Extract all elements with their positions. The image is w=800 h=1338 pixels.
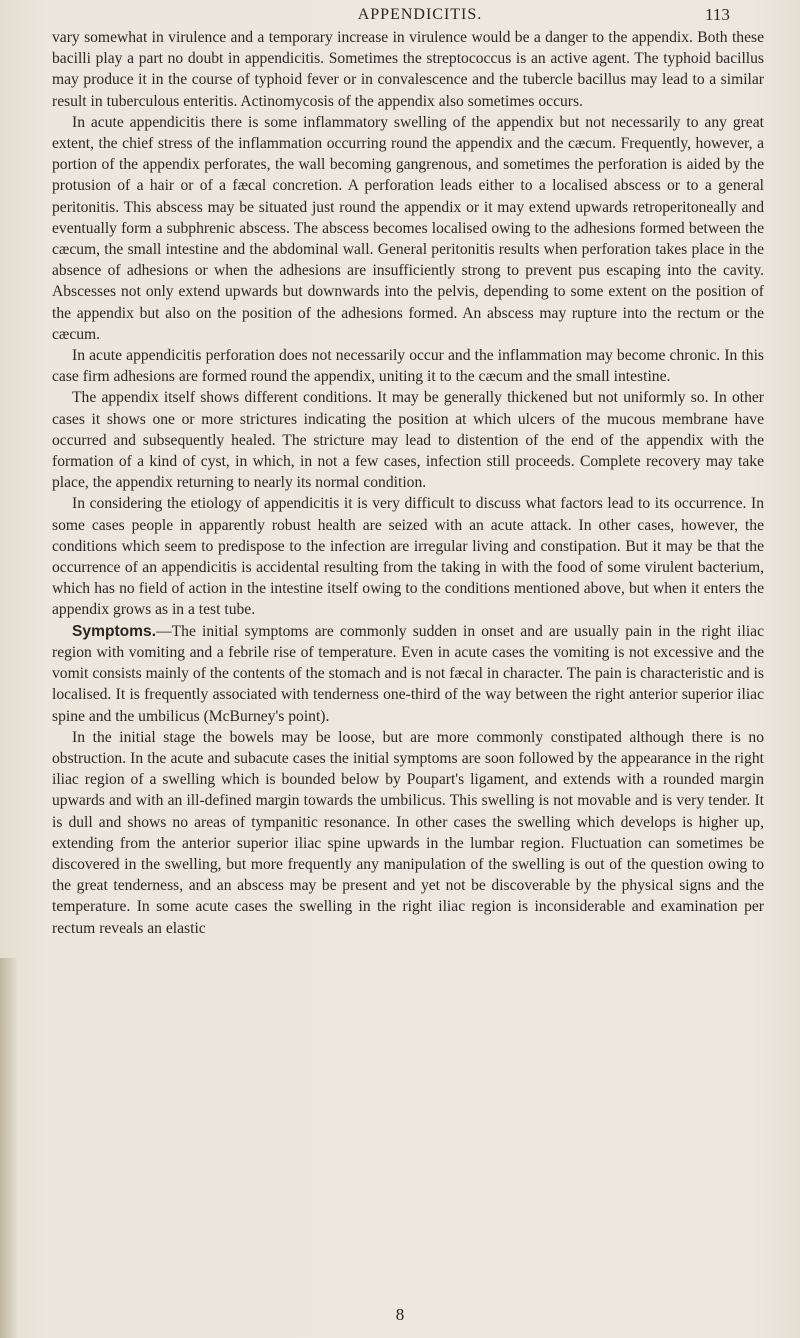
paragraph: The appendix itself shows different conditions. It may be generally thickened but not uniformly so. In other cases it shows one or more strictures indicating the position at which ulcers of the mucous membrane have occurred and subsequently healed. The stricture may lead to distention of the end of the appendix with the formation of a kind of cyst, in which, in not a few cases, infection still proceeds. Complete recovery may take place, the appendix returning to nearly its normal condition. (52, 389, 764, 492)
paragraph: In acute appendicitis perforation does not necessarily occur and the inflammation may become chronic. In this case firm adhesions are formed round the appendix, uniting it to the cæcum and the small intestine. (52, 347, 764, 386)
body-text (52, 27, 764, 939)
edge-stain (0, 958, 18, 1338)
paragraph-text: —The initial symptoms are commonly sudden in onset and are usually pain in the right iliac region with vomiting and a febrile rise of temperature. Even in acute cases the vomiting is not excessive and the vomit consists mainly of the contents of the stomach and is not fæcal in character. The pain is characteristic and is localised. It is frequently associated with tenderness one-third of the way between the right anterior superior iliac spine and the umbilicus (McBurney's point). (52, 622, 764, 725)
running-head-title: APPENDICITIS. (357, 6, 483, 23)
paragraph: In acute appendicitis there is some inflammatory swelling of the appendix but not necessarily to any great extent, the chief stress of the inflammation occurring round the appendix and the cæcum. Frequently, however, a portion of the appendix perforates, the wall becoming gangrenous, and sometimes the perforation is aided by the protusion of a hair or of a fæcal concretion. A perforation leads either to a localised abscess or to a general peritonitis. This abscess may be situated just round the appendix or it may extend upwards retroperitoneally and eventually form a subphrenic abscess. The abscess becomes localised owing to the adhesions formed between the cæcum, the small intestine and the abdominal wall. General peritonitis results when perforation takes place in the absence of adhesions or when the adhesions are insufficiently strong to prevent pus escaping into the cavity. Abscesses not only extend upwards but downwards into the pelvis, depending to some extent on the position of the appendix but also on the position of the adhesions formed. An abscess may rupture into the rectum or the cæcum. (52, 113, 764, 343)
page-number: 113 (705, 5, 730, 24)
paragraph-symptoms (52, 621, 764, 727)
paragraph: In the initial stage the bowels may be loose, but are more commonly constipated although there is no obstruction. In the acute and subacute cases the initial symptoms are soon followed by the appearance in the right iliac region of a swelling which is bounded below by Poupart's ligament, and extends with a rounded margin upwards and with an ill-defined margin towards the umbilicus. This swelling is not movable and is very tender. It is dull and shows no areas of tympanitic resonance. In other cases the swelling which develops is higher up, extending from the anterior superior iliac spine upwards in the lumbar region. Fluctuation can sometimes be discovered in the swelling, but more frequently any manipulation of the swelling is out of the question owing to the great tenderness, and an abscess may be present and yet not be discoverable by the physical signs and the temperature. In some acute cases the swelling in the right iliac region is inconsiderable and examination per rectum reveals an elastic (52, 728, 764, 937)
signature-mark: 8 (395, 1305, 405, 1324)
running-head (0, 2, 800, 28)
section-heading: Symptoms. (72, 622, 157, 640)
paragraph: vary somewhat in virulence and a temporary increase in virulence would be a danger to the appendix. Both these bacilli play a part no doubt in appendicitis. Sometimes the streptococcus is an active agent. The typhoid bacillus may produce it in the course of typhoid fever or in convalescence and the tubercle bacillus may lead to a similar result in tuberculous enteritis. Actinomycosis of the appendix also sometimes occurs. (52, 29, 764, 110)
paragraph: In considering the etiology of appendicitis it is very difficult to discuss what factors lead to its occurrence. In some cases people in apparently robust health are seized with an acute attack. In other cases, however, the conditions which seem to predispose to the infection are irregular living and constipation. But it may be that the occurrence of an appendicitis is accidental resulting from the taking in with the food of some virulent bacterium, which has no field of action in the intestine itself owing to the conditions mentioned above, but when it enters the appendix grows as in a test tube. (52, 495, 764, 619)
